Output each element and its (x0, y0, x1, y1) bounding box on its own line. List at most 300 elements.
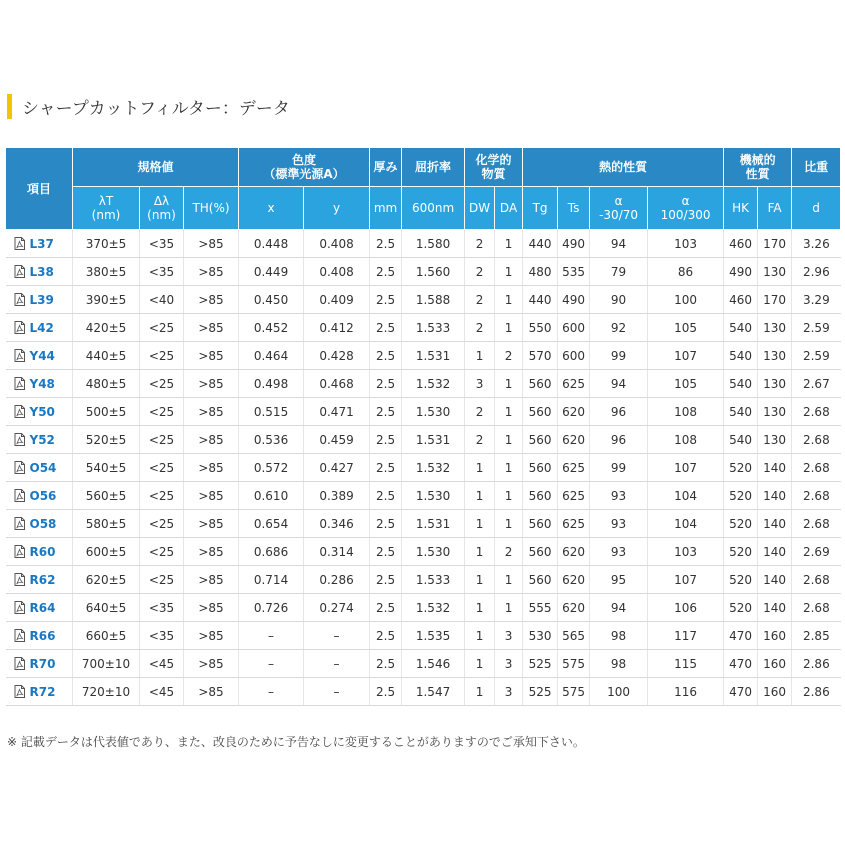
cell-th: >85 (184, 650, 239, 678)
filter-link[interactable] (6, 398, 73, 426)
cell-mm: 2.5 (370, 230, 402, 258)
table-row (6, 230, 841, 258)
cell-da: 3 (495, 622, 523, 650)
cell-th: >85 (184, 510, 239, 538)
cell-th: >85 (184, 678, 239, 706)
header-tg: Tg (523, 187, 558, 230)
cell-n: 1.588 (402, 286, 465, 314)
cell-th: >85 (184, 398, 239, 426)
cell-y: 0.427 (304, 454, 370, 482)
cell-fa: 160 (758, 678, 792, 706)
cell-n: 1.532 (402, 370, 465, 398)
cell-dl: <25 (140, 342, 184, 370)
header-hk: HK (724, 187, 758, 230)
cell-d: 2.96 (792, 258, 841, 286)
header-alpha-100-300 (648, 187, 724, 230)
pdf-file-icon[interactable] (14, 293, 25, 306)
cell-lt: 720±10 (73, 678, 140, 706)
cell-ts: 620 (558, 566, 590, 594)
cell-dw: 1 (465, 678, 495, 706)
cell-da: 3 (495, 650, 523, 678)
cell-a1: 96 (590, 426, 648, 454)
filter-name[interactable]: L42 (29, 320, 54, 335)
pdf-file-icon[interactable] (14, 237, 25, 250)
cell-fa: 130 (758, 370, 792, 398)
cell-n: 1.533 (402, 314, 465, 342)
filter-name[interactable]: R62 (29, 572, 56, 587)
cell-tg: 555 (523, 594, 558, 622)
pdf-file-icon[interactable] (14, 265, 25, 278)
cell-lt: 700±10 (73, 650, 140, 678)
cell-lt: 660±5 (73, 622, 140, 650)
header-da: DA (495, 187, 523, 230)
cell-x: 0.449 (239, 258, 304, 286)
cell-dw: 2 (465, 258, 495, 286)
header-x: x (239, 187, 304, 230)
cell-lt: 520±5 (73, 426, 140, 454)
cell-x: 0.452 (239, 314, 304, 342)
filter-link[interactable] (6, 454, 73, 482)
cell-n: 1.530 (402, 482, 465, 510)
cell-ts: 620 (558, 426, 590, 454)
cell-a1: 93 (590, 482, 648, 510)
cell-mm: 2.5 (370, 678, 402, 706)
cell-mm: 2.5 (370, 594, 402, 622)
cell-da: 1 (495, 314, 523, 342)
cell-mm: 2.5 (370, 538, 402, 566)
cell-ts: 490 (558, 286, 590, 314)
cell-a1: 98 (590, 650, 648, 678)
filter-link[interactable] (6, 482, 73, 510)
table-row (6, 454, 841, 482)
cell-y: 0.468 (304, 370, 370, 398)
cell-th: >85 (184, 286, 239, 314)
cell-d: 2.69 (792, 538, 841, 566)
header-refraction: 屈折率 (402, 148, 465, 187)
cell-d: 3.26 (792, 230, 841, 258)
filter-link[interactable] (6, 426, 73, 454)
cell-a2: 105 (648, 314, 724, 342)
cell-fa: 140 (758, 510, 792, 538)
cell-tg: 560 (523, 566, 558, 594)
filter-link[interactable] (6, 342, 73, 370)
cell-d: 3.29 (792, 286, 841, 314)
cell-a2: 86 (648, 258, 724, 286)
cell-n: 1.535 (402, 622, 465, 650)
cell-lt: 580±5 (73, 510, 140, 538)
cell-da: 1 (495, 230, 523, 258)
cell-y: – (304, 650, 370, 678)
cell-ts: 620 (558, 594, 590, 622)
page-title: シャープカットフィルター：データ (22, 99, 290, 119)
header-lambda-t (73, 187, 140, 230)
cell-x: 0.572 (239, 454, 304, 482)
filter-name[interactable]: Y50 (29, 404, 55, 419)
filter-name[interactable]: Y48 (29, 376, 55, 391)
pdf-file-icon[interactable] (14, 657, 25, 670)
cell-tg: 530 (523, 622, 558, 650)
cell-dw: 1 (465, 650, 495, 678)
filter-name[interactable]: Y52 (29, 432, 55, 447)
cell-mm: 2.5 (370, 650, 402, 678)
cell-th: >85 (184, 454, 239, 482)
filter-link[interactable] (6, 566, 73, 594)
filter-name[interactable]: O58 (29, 516, 57, 531)
pdf-file-icon[interactable] (14, 461, 25, 474)
cell-x: 0.464 (239, 342, 304, 370)
cell-fa: 140 (758, 454, 792, 482)
cell-da: 2 (495, 538, 523, 566)
cell-n: 1.532 (402, 594, 465, 622)
cell-fa: 130 (758, 258, 792, 286)
cell-lt: 440±5 (73, 342, 140, 370)
cell-d: 2.86 (792, 678, 841, 706)
cell-fa: 160 (758, 650, 792, 678)
cell-x: – (239, 678, 304, 706)
cell-mm: 2.5 (370, 426, 402, 454)
cell-hk: 520 (724, 538, 758, 566)
cell-fa: 130 (758, 314, 792, 342)
cell-dl: <25 (140, 370, 184, 398)
cell-a1: 98 (590, 622, 648, 650)
cell-ts: 535 (558, 258, 590, 286)
header-item: 項目 (6, 148, 73, 230)
cell-a2: 107 (648, 566, 724, 594)
pdf-file-icon[interactable] (14, 349, 25, 362)
cell-lt: 420±5 (73, 314, 140, 342)
pdf-file-icon[interactable] (14, 573, 25, 586)
cell-fa: 130 (758, 398, 792, 426)
cell-tg: 560 (523, 426, 558, 454)
header-thermal: 熱的性質 (523, 148, 724, 187)
cell-tg: 560 (523, 454, 558, 482)
cell-d: 2.68 (792, 510, 841, 538)
cell-n: 1.560 (402, 258, 465, 286)
table-row (6, 426, 841, 454)
cell-a1: 95 (590, 566, 648, 594)
filter-name[interactable]: R70 (29, 656, 56, 671)
cell-ts: 575 (558, 650, 590, 678)
cell-hk: 540 (724, 426, 758, 454)
header-d: d (792, 187, 841, 230)
cell-y: 0.412 (304, 314, 370, 342)
cell-a2: 108 (648, 426, 724, 454)
header-chemical-label: 化学的 物質 (475, 153, 512, 181)
cell-a1: 96 (590, 398, 648, 426)
header-row-secondary (6, 187, 841, 230)
cell-th: >85 (184, 538, 239, 566)
cell-da: 1 (495, 510, 523, 538)
cell-ts: 625 (558, 510, 590, 538)
cell-da: 1 (495, 566, 523, 594)
cell-d: 2.68 (792, 566, 841, 594)
table-row (6, 650, 841, 678)
filter-name[interactable]: Y44 (29, 348, 55, 363)
filter-link[interactable] (6, 258, 73, 286)
cell-y: 0.409 (304, 286, 370, 314)
cell-fa: 140 (758, 482, 792, 510)
cell-fa: 170 (758, 286, 792, 314)
cell-da: 3 (495, 678, 523, 706)
cell-ts: 625 (558, 454, 590, 482)
cell-fa: 160 (758, 622, 792, 650)
cell-y: 0.314 (304, 538, 370, 566)
cell-mm: 2.5 (370, 482, 402, 510)
header-thickness: 厚み (370, 148, 402, 187)
cell-dw: 1 (465, 538, 495, 566)
cell-th: >85 (184, 314, 239, 342)
cell-n: 1.580 (402, 230, 465, 258)
cell-lt: 620±5 (73, 566, 140, 594)
filter-link[interactable] (6, 314, 73, 342)
header-alpha-30-70-label: α -30/70 (599, 194, 639, 222)
cell-da: 1 (495, 426, 523, 454)
cell-a2: 104 (648, 510, 724, 538)
cell-mm: 2.5 (370, 622, 402, 650)
cell-a2: 117 (648, 622, 724, 650)
cell-a2: 100 (648, 286, 724, 314)
cell-da: 1 (495, 454, 523, 482)
filter-name[interactable]: L37 (29, 236, 54, 251)
header-gravity: 比重 (792, 148, 841, 187)
table-row (6, 510, 841, 538)
cell-dl: <25 (140, 566, 184, 594)
cell-th: >85 (184, 426, 239, 454)
cell-hk: 540 (724, 370, 758, 398)
filter-link[interactable] (6, 538, 73, 566)
cell-a2: 107 (648, 342, 724, 370)
cell-dl: <35 (140, 258, 184, 286)
cell-n: 1.530 (402, 398, 465, 426)
cell-n: 1.531 (402, 426, 465, 454)
cell-n: 1.531 (402, 342, 465, 370)
header-mm: mm (370, 187, 402, 230)
cell-dw: 1 (465, 454, 495, 482)
filter-link[interactable] (6, 650, 73, 678)
section-heading (7, 93, 290, 120)
cell-fa: 140 (758, 594, 792, 622)
pdf-file-icon[interactable] (14, 601, 25, 614)
cell-y: 0.274 (304, 594, 370, 622)
pdf-file-icon[interactable] (14, 685, 25, 698)
cell-a2: 103 (648, 538, 724, 566)
cell-tg: 440 (523, 230, 558, 258)
table-body (6, 230, 841, 706)
cell-dl: <25 (140, 314, 184, 342)
filter-name[interactable]: R66 (29, 628, 56, 643)
cell-y: 0.389 (304, 482, 370, 510)
cell-mm: 2.5 (370, 566, 402, 594)
cell-hk: 460 (724, 230, 758, 258)
cell-hk: 470 (724, 650, 758, 678)
cell-hk: 520 (724, 510, 758, 538)
header-chemical (465, 148, 523, 187)
filter-name[interactable]: R60 (29, 544, 56, 559)
cell-ts: 565 (558, 622, 590, 650)
cell-tg: 560 (523, 370, 558, 398)
pdf-file-icon[interactable] (14, 433, 25, 446)
cell-dl: <25 (140, 426, 184, 454)
cell-da: 1 (495, 482, 523, 510)
cell-lt: 640±5 (73, 594, 140, 622)
cell-mm: 2.5 (370, 342, 402, 370)
cell-a2: 106 (648, 594, 724, 622)
cell-ts: 600 (558, 314, 590, 342)
cell-ts: 620 (558, 398, 590, 426)
cell-a1: 93 (590, 538, 648, 566)
cell-n: 1.530 (402, 538, 465, 566)
pdf-file-icon[interactable] (14, 517, 25, 530)
cell-hk: 540 (724, 342, 758, 370)
cell-dw: 1 (465, 342, 495, 370)
table-row (6, 314, 841, 342)
cell-ts: 575 (558, 678, 590, 706)
cell-hk: 540 (724, 398, 758, 426)
cell-hk: 520 (724, 482, 758, 510)
cell-dw: 2 (465, 286, 495, 314)
cell-mm: 2.5 (370, 258, 402, 286)
header-mechanical-label: 機械的 性質 (739, 153, 776, 181)
cell-lt: 380±5 (73, 258, 140, 286)
table-row (6, 370, 841, 398)
cell-ts: 600 (558, 342, 590, 370)
filter-link[interactable] (6, 230, 73, 258)
cell-dl: <45 (140, 678, 184, 706)
cell-d: 2.67 (792, 370, 841, 398)
cell-lt: 560±5 (73, 482, 140, 510)
cell-th: >85 (184, 622, 239, 650)
cell-fa: 170 (758, 230, 792, 258)
cell-ts: 625 (558, 370, 590, 398)
cell-dw: 3 (465, 370, 495, 398)
cell-x: – (239, 650, 304, 678)
pdf-file-icon[interactable] (14, 545, 25, 558)
cell-hk: 470 (724, 622, 758, 650)
cell-dw: 1 (465, 510, 495, 538)
cell-x: 0.515 (239, 398, 304, 426)
cell-dl: <25 (140, 398, 184, 426)
header-alpha-100-300-label: α 100/300 (660, 194, 711, 222)
cell-x: 0.448 (239, 230, 304, 258)
filter-name[interactable]: O56 (29, 488, 57, 503)
table-row (6, 482, 841, 510)
cell-lt: 500±5 (73, 398, 140, 426)
cell-d: 2.68 (792, 398, 841, 426)
cell-lt: 480±5 (73, 370, 140, 398)
filter-name[interactable]: R72 (29, 684, 56, 699)
filter-link[interactable] (6, 510, 73, 538)
cell-d: 2.68 (792, 454, 841, 482)
cell-tg: 560 (523, 398, 558, 426)
filter-name[interactable]: R64 (29, 600, 56, 615)
filter-name[interactable]: L38 (29, 264, 54, 279)
cell-y: 0.286 (304, 566, 370, 594)
cell-a2: 107 (648, 454, 724, 482)
filter-link[interactable] (6, 286, 73, 314)
filter-link[interactable] (6, 370, 73, 398)
header-lambda-t-label: λT (nm) (91, 194, 121, 222)
pdf-file-icon[interactable] (14, 629, 25, 642)
table-row (6, 678, 841, 706)
cell-x: 0.726 (239, 594, 304, 622)
cell-x: 0.498 (239, 370, 304, 398)
table-row (6, 398, 841, 426)
table-row (6, 594, 841, 622)
cell-dl: <25 (140, 482, 184, 510)
footnote: ※ 記載データは代表値であり、また、改良のために予告なしに変更することがありますのでご承知下さい。 (7, 735, 585, 749)
cell-dl: <25 (140, 454, 184, 482)
pdf-file-icon[interactable] (14, 321, 25, 334)
cell-d: 2.59 (792, 314, 841, 342)
filter-name[interactable]: O54 (29, 460, 57, 475)
cell-da: 2 (495, 342, 523, 370)
cell-dl: <35 (140, 622, 184, 650)
cell-tg: 570 (523, 342, 558, 370)
cell-a1: 94 (590, 370, 648, 398)
filter-link[interactable] (6, 594, 73, 622)
header-y: y (304, 187, 370, 230)
cell-tg: 525 (523, 678, 558, 706)
cell-x: 0.686 (239, 538, 304, 566)
cell-x: 0.610 (239, 482, 304, 510)
cell-dl: <35 (140, 594, 184, 622)
cell-a1: 94 (590, 594, 648, 622)
cell-dw: 1 (465, 482, 495, 510)
cell-a2: 116 (648, 678, 724, 706)
filter-name[interactable]: L39 (29, 292, 54, 307)
filter-link[interactable] (6, 622, 73, 650)
cell-x: 0.654 (239, 510, 304, 538)
header-row-primary (6, 148, 841, 187)
pdf-file-icon[interactable] (14, 377, 25, 390)
table-row (6, 286, 841, 314)
cell-dw: 2 (465, 398, 495, 426)
cell-da: 1 (495, 398, 523, 426)
cell-hk: 520 (724, 566, 758, 594)
cell-tg: 525 (523, 650, 558, 678)
cell-d: 2.59 (792, 342, 841, 370)
header-th: TH(%) (184, 187, 239, 230)
cell-tg: 560 (523, 482, 558, 510)
cell-y: 0.408 (304, 258, 370, 286)
filter-link[interactable] (6, 678, 73, 706)
cell-th: >85 (184, 594, 239, 622)
pdf-file-icon[interactable] (14, 489, 25, 502)
cell-hk: 520 (724, 454, 758, 482)
table-row (6, 566, 841, 594)
cell-a2: 115 (648, 650, 724, 678)
header-mechanical (724, 148, 792, 187)
cell-y: 0.346 (304, 510, 370, 538)
cell-y: – (304, 678, 370, 706)
cell-fa: 130 (758, 426, 792, 454)
cell-a2: 108 (648, 398, 724, 426)
cell-a1: 99 (590, 454, 648, 482)
cell-mm: 2.5 (370, 454, 402, 482)
cell-lt: 600±5 (73, 538, 140, 566)
heading-accent-bar (7, 94, 12, 119)
cell-hk: 520 (724, 594, 758, 622)
cell-mm: 2.5 (370, 370, 402, 398)
table-row (6, 538, 841, 566)
cell-ts: 625 (558, 482, 590, 510)
header-delta-lambda-label: Δλ (nm) (147, 194, 176, 222)
cell-da: 1 (495, 258, 523, 286)
cell-a2: 105 (648, 370, 724, 398)
cell-dl: <45 (140, 650, 184, 678)
cell-x: 0.714 (239, 566, 304, 594)
pdf-file-icon[interactable] (14, 405, 25, 418)
